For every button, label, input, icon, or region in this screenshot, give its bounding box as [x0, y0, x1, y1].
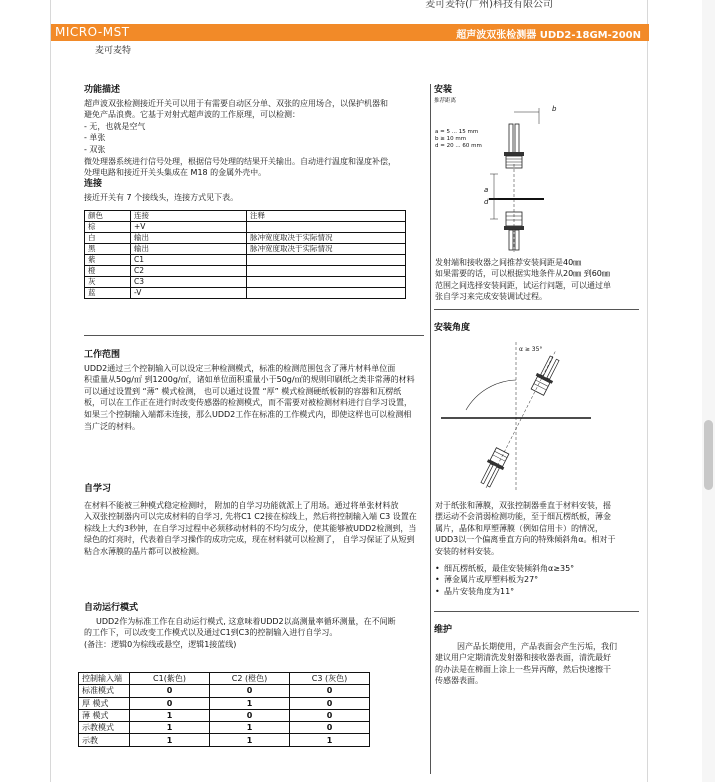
table-cell: [247, 266, 406, 277]
selflearn-line: 入双张控制器内可以完成材料的自学习, 先将C1 C2接在棕线上，然后将控制输入端 C3 设置在: [84, 512, 417, 522]
selflearn-line: 粘合水薄膜的晶片都可以被检测。: [84, 546, 204, 556]
table-row: [79, 734, 370, 746]
range-line: 积重量从50g/㎡ 到1200g/㎡，诸如单位面积重量小于50g/㎡的规则印刷纸之类非常薄的材料: [84, 375, 415, 385]
function-line: 避免产品浪费。它基于对射式超声波的工作原理，可以检测：: [84, 110, 300, 120]
table-cell: 1: [210, 697, 290, 709]
table-row: [85, 277, 406, 288]
table-cell: 1: [210, 734, 290, 746]
maintenance-line: 的办法是在棉面上涂上一些异丙醇，然后快速擦干: [435, 664, 611, 674]
table-cell: 1: [210, 722, 290, 734]
section-divider: [84, 335, 424, 336]
table-row: [79, 697, 370, 709]
angle-title: 安装角度: [434, 323, 471, 333]
function-section: [84, 85, 424, 179]
range-title: 工作范围: [84, 350, 121, 360]
table-row: [85, 255, 406, 266]
auto-line: (备注：逻辑0为棕线或悬空，逻辑1接蓝线): [84, 639, 237, 649]
table-cell: 0: [290, 685, 370, 697]
install-note: 如果需要的话，可以根据实地条件从20㎜ 到60㎜: [435, 269, 610, 279]
mode-table: [78, 672, 370, 747]
dim-label-a: a: [484, 186, 489, 194]
angle-note: 属片，晶体和厚塑薄膜（例如信用卡）的情况，: [435, 523, 603, 533]
auto-section: [84, 603, 429, 650]
function-line: - 单张: [84, 133, 106, 143]
scrollbar-thumb[interactable]: [704, 420, 713, 490]
table-cell: C2: [131, 266, 247, 277]
table-cell: 1: [130, 722, 210, 734]
angle-bullets: [435, 563, 640, 597]
maintenance-text: [435, 641, 640, 687]
table-cell: 1: [130, 709, 210, 721]
scrollbar-track[interactable]: [702, 0, 715, 782]
range-line: UDD2通过三个控制输入可以设定三种检测模式，标准的检测范围包含了薄片材料单位面: [84, 363, 396, 373]
install-title: 安装: [434, 85, 453, 95]
angle-section: [434, 323, 639, 336]
table-row: [85, 244, 406, 255]
function-line: - 双张: [84, 144, 106, 154]
table-cell: 示教模式: [79, 722, 130, 734]
table-row: [85, 266, 406, 277]
table-cell: -V: [131, 288, 247, 299]
maintenance-section: [434, 625, 639, 638]
table-header-cell: C3 (灰色): [290, 673, 370, 685]
install-section: [434, 85, 639, 105]
install-notes: [435, 257, 640, 303]
install-dim: b ≥ 10 mm: [435, 136, 467, 142]
angle-note: 安装的材料安装。: [435, 546, 499, 556]
connection-section: [84, 179, 424, 203]
table-header-row: [79, 673, 370, 685]
product-title: 超声波双张检测器 UDD2-18GM-200N: [456, 30, 641, 41]
selflearn-section: [84, 484, 429, 558]
function-line: - 无，也就是空气: [84, 121, 146, 131]
list-item: • 薄金属片或厚塑料板为27°: [435, 574, 640, 585]
table-header-cell: 连接: [131, 211, 247, 222]
table-cell: +V: [131, 222, 247, 233]
auto-title: 自动运行模式: [84, 603, 139, 613]
install-subtitle: 推荐距离: [434, 97, 457, 104]
table-cell: C3: [131, 277, 247, 288]
table-header-cell: C2 (橙色): [210, 673, 290, 685]
auto-line: 的工作下，可以改变工作模式以及通过C1到C3的控制输入进行自学习。: [84, 628, 338, 638]
brand-name-cn: 麦可麦特: [95, 46, 132, 56]
install-dims: [435, 129, 482, 150]
table-row: [85, 233, 406, 244]
table-cell: 0: [210, 685, 290, 697]
table-row: [79, 709, 370, 721]
table-header-cell: 注释: [247, 211, 406, 222]
table-cell: 厚 模式: [79, 697, 130, 709]
connection-title: 连接: [84, 179, 103, 189]
selflearn-line: 绿色的灯亮时，代表着自学习操作的成功完成，现在材料就可以检测了， 自学习保证了从短到: [84, 535, 415, 545]
table-cell: 橙: [85, 266, 131, 277]
document-page: [50, 0, 648, 782]
connection-intro: 接近开关有 7 个接线头，连接方式见下表。: [84, 192, 239, 202]
column-divider: [430, 84, 431, 774]
install-note: 范围之间选择安装间距，试运行问题，可以通过单: [435, 280, 611, 290]
table-row: [79, 685, 370, 697]
table-cell: 蓝: [85, 288, 131, 299]
company-name: 麦可麦特(广州)科技有限公司: [425, 0, 553, 10]
table-cell: [247, 277, 406, 288]
table-cell: 示教: [79, 734, 130, 746]
list-item: • 细瓦楞纸板，最佳安装倾斜角α≥35°: [435, 563, 640, 574]
angle-diagram: [441, 340, 591, 490]
brand-logo: MICRO-MST: [55, 25, 130, 39]
function-line: 处理电路和接近开关头集成在 M18 的金属外壳中。: [84, 168, 267, 178]
table-cell: 1: [290, 734, 370, 746]
table-cell: 白: [85, 233, 131, 244]
install-note: 张自学习来完成安装调试过程。: [435, 292, 547, 302]
table-cell: [247, 255, 406, 266]
table-cell: 脉冲宽度取决于实际情况: [247, 244, 406, 255]
header-banner: [51, 24, 649, 41]
table-row: [85, 222, 406, 233]
function-title: 功能描述: [84, 85, 121, 95]
table-cell: 输出: [131, 244, 247, 255]
list-item: • 晶片安装角度为11°: [435, 586, 640, 597]
section-divider: [434, 611, 639, 612]
connection-table: [84, 210, 406, 299]
table-cell: C1: [131, 255, 247, 266]
table-cell: 脉冲宽度取决于实际情况: [247, 233, 406, 244]
angle-note: 对于纸张和薄膜，双张控制器垂直于材料安装，摇: [435, 501, 611, 510]
table-row: [79, 722, 370, 734]
maintenance-title: 维护: [434, 625, 453, 635]
table-cell: 0: [130, 685, 210, 697]
maintenance-line: 建议用户定期清洗发射器和接收器表面，清洗最好: [435, 653, 611, 663]
angle-label: α ≥ 35°: [519, 346, 543, 353]
table-cell: 0: [290, 709, 370, 721]
table-cell: 1: [130, 734, 210, 746]
range-line: 板，可以在工作正在进行时改变传感器的检测模式，而不需要对被检测材料进行自学习设置，: [84, 398, 412, 408]
table-cell: 输出: [131, 233, 247, 244]
table-cell: 黑: [85, 244, 131, 255]
auto-line: UDD2作为标准工作在自动运行模式, 这意味着UDD2以高测量率循环测量，在不间断: [96, 616, 396, 626]
table-header-cell: 颜色: [85, 211, 131, 222]
table-header-row: [85, 211, 406, 222]
section-divider: [434, 309, 639, 310]
table-cell: 0: [130, 697, 210, 709]
table-cell: 棕: [85, 222, 131, 233]
selflearn-title: 自学习: [84, 484, 112, 494]
range-line: 可以通过设置到 “薄” 模式检测， 也可以通过设置 “厚” 模式检测硬纸板制的容器和瓦楞纸: [84, 386, 402, 396]
function-line: 微处理器系统进行信号处理，根据信号处理的结果开关输出。自动进行温度和湿度补偿，: [84, 156, 396, 166]
maintenance-line: 传感器表面。: [435, 676, 483, 686]
table-cell: 标准模式: [79, 685, 130, 697]
table-cell: 0: [290, 697, 370, 709]
range-line: 如果三个控制输入端都未连接，那么UDD2工作在标准的工作模式内，即使这样也可以检测相: [84, 409, 412, 419]
angle-note: 摆运动不会消弱检测功能，至于细瓦楞纸板，薄金: [435, 512, 611, 522]
table-cell: 紫: [85, 255, 131, 266]
angle-note: UDD3以一个偏离垂直方向的特殊倾斜角α。相对于: [435, 535, 616, 545]
maintenance-line: 因产品长期使用，产品表面会产生污垢，我们: [457, 642, 617, 651]
selflearn-line: 棕线上大约3秒钟，在自学习过程中必须移动材料的不均匀成分，使其能够被UDD2检测到，当: [84, 523, 417, 533]
table-row: [85, 288, 406, 299]
table-header-cell: 控制输入端: [79, 673, 130, 685]
install-dim: d = 20 ... 60 mm: [435, 143, 482, 149]
install-note: 发射端和接收器之间推荐安装间距是40㎜: [435, 258, 582, 267]
table-cell: 灰: [85, 277, 131, 288]
dim-label-d: d: [484, 198, 489, 206]
table-cell: 薄 模式: [79, 709, 130, 721]
function-line: 超声波双张检测接近开关可以用于有需要自动区分单、双张的应用场合，以保护机器和: [84, 98, 388, 108]
table-cell: 0: [290, 722, 370, 734]
range-section: [84, 350, 429, 432]
install-dim: a = 5 ... 15 mm: [435, 129, 479, 135]
table-cell: [247, 222, 406, 233]
dim-label-b: b: [552, 105, 557, 113]
angle-notes: [435, 500, 640, 597]
range-line: 当广泛的材料。: [84, 421, 140, 431]
selflearn-line: 在材料不能被三种模式稳定检测时， 附加的自学习功能就派上了用场。通过将单张材料放: [84, 500, 399, 510]
install-diagram: [434, 104, 549, 254]
table-cell: 0: [210, 709, 290, 721]
table-cell: [247, 288, 406, 299]
table-header-cell: C1(紫色): [130, 673, 210, 685]
